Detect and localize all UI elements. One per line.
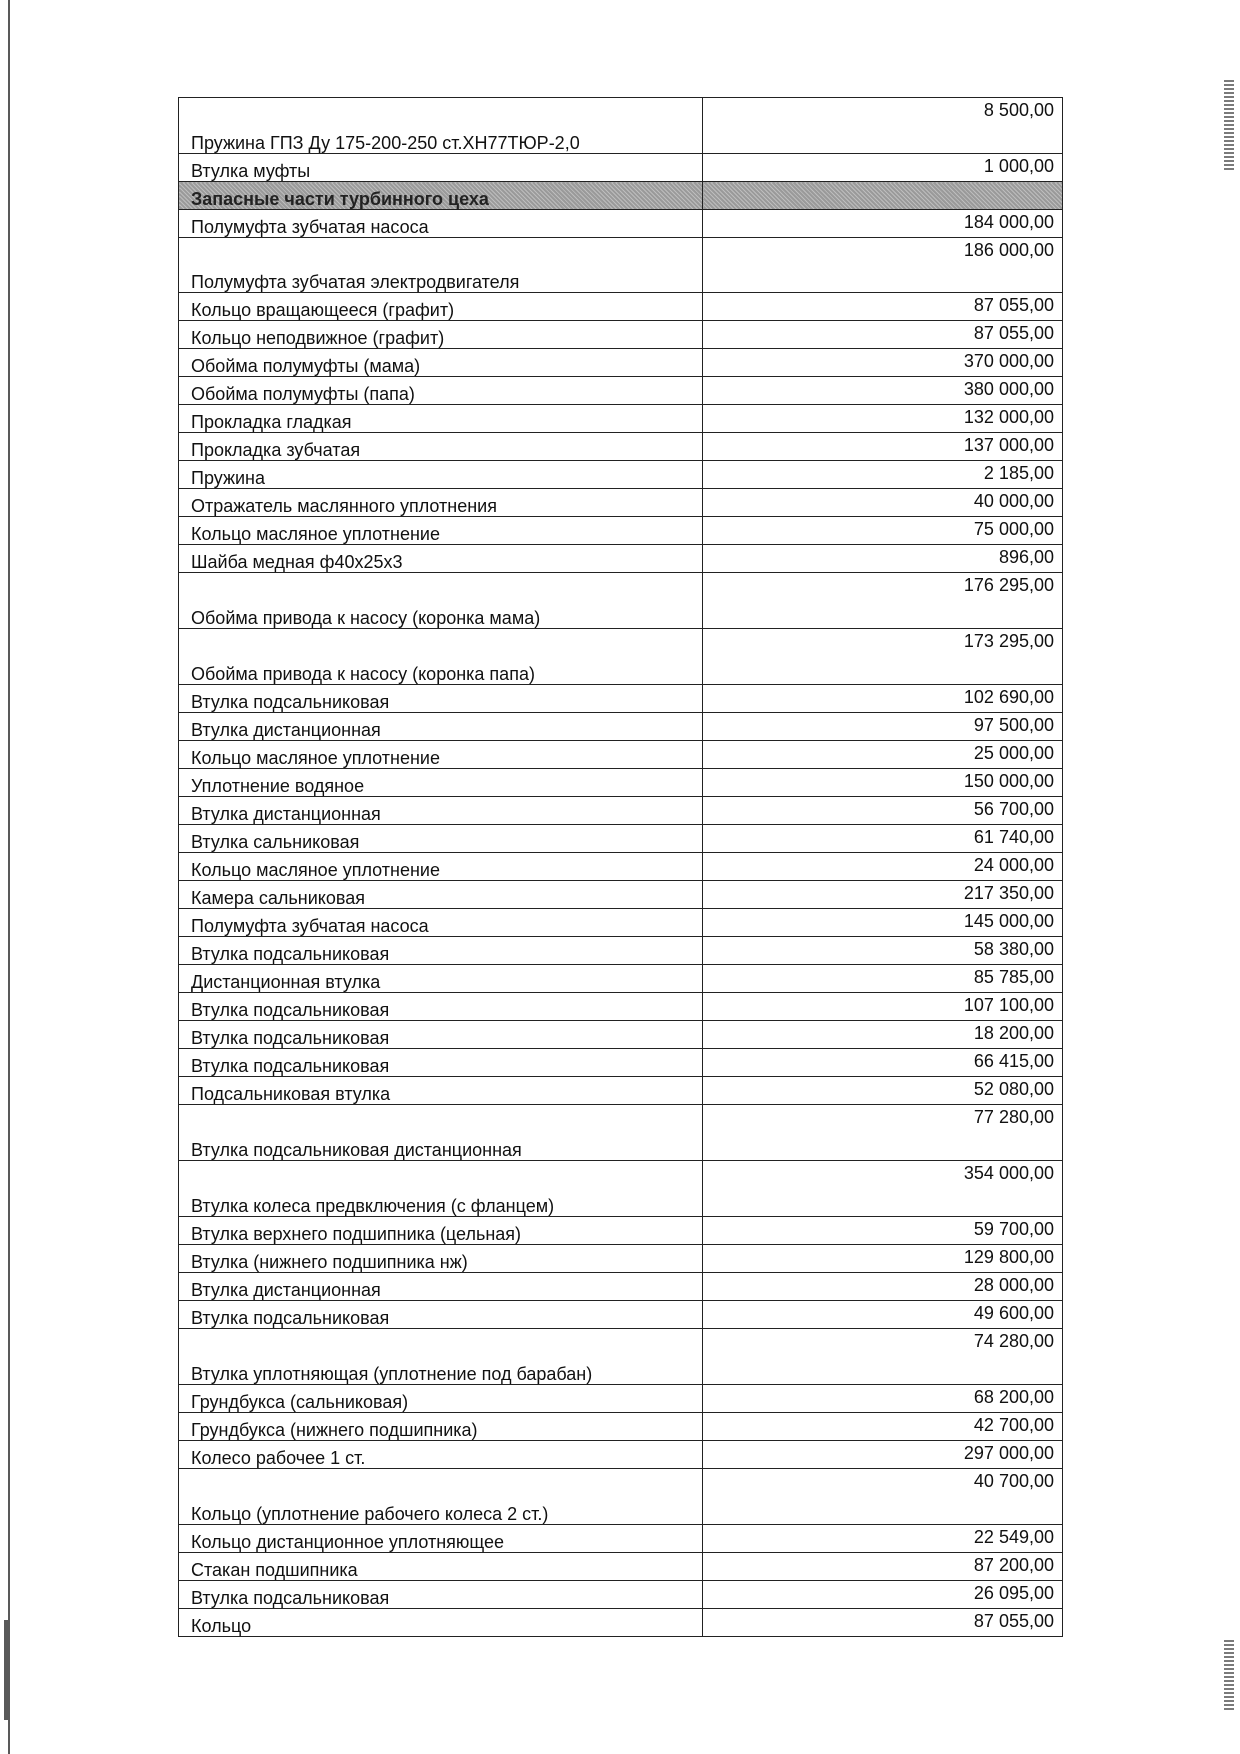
part-price: 150 000,00 <box>703 769 1063 797</box>
part-name: Втулка подсальниковая <box>179 937 703 965</box>
part-price: 132 000,00 <box>703 405 1063 433</box>
part-name: Обойма полумуфты (мама) <box>179 349 703 377</box>
part-name: Прокладка гладкая <box>179 405 703 433</box>
table-row <box>179 993 1063 1021</box>
part-price: 68 200,00 <box>703 1385 1063 1413</box>
table-row <box>179 853 1063 881</box>
part-name: Втулка дистанционная <box>179 797 703 825</box>
part-name: Кольцо масляное уплотнение <box>179 853 703 881</box>
part-name: Кольцо <box>179 1609 703 1637</box>
part-price: 176 295,00 <box>703 573 1063 629</box>
part-price: 75 000,00 <box>703 517 1063 545</box>
part-price: 184 000,00 <box>703 210 1063 238</box>
part-price: 1 000,00 <box>703 154 1063 182</box>
table-row <box>179 685 1063 713</box>
part-name: Пружина <box>179 461 703 489</box>
part-name: Отражатель маслянного уплотнения <box>179 489 703 517</box>
table-row <box>179 1301 1063 1329</box>
part-name: Стакан подшипника <box>179 1553 703 1581</box>
part-price <box>703 182 1063 210</box>
table-row <box>179 1469 1063 1525</box>
table-row <box>179 1609 1063 1637</box>
part-price: 28 000,00 <box>703 1273 1063 1301</box>
table-row <box>179 909 1063 937</box>
part-price: 87 055,00 <box>703 293 1063 321</box>
part-name: Кольцо вращающееся (графит) <box>179 293 703 321</box>
part-price: 77 280,00 <box>703 1105 1063 1161</box>
table-row <box>179 629 1063 685</box>
part-price: 87 055,00 <box>703 321 1063 349</box>
part-name: Обойма полумуфты (папа) <box>179 377 703 405</box>
part-name: Кольцо (уплотнение рабочего колеса 2 ст.) <box>179 1469 703 1525</box>
part-price: 24 000,00 <box>703 853 1063 881</box>
part-name: Колесо рабочее 1 ст. <box>179 1441 703 1469</box>
part-name: Прокладка зубчатая <box>179 433 703 461</box>
scan-edge-mark <box>8 0 11 1754</box>
part-price: 8 500,00 <box>703 98 1063 154</box>
part-name: Шайба медная ф40х25х3 <box>179 545 703 573</box>
part-price: 173 295,00 <box>703 629 1063 685</box>
table-row <box>179 1161 1063 1217</box>
part-name: Втулка дистанционная <box>179 1273 703 1301</box>
part-name: Втулка подсальниковая <box>179 993 703 1021</box>
part-price: 129 800,00 <box>703 1245 1063 1273</box>
part-name: Обойма привода к насосу (коронка папа) <box>179 629 703 685</box>
table-row <box>179 1385 1063 1413</box>
part-name: Втулка сальниковая <box>179 825 703 853</box>
part-name: Втулка подсальниковая <box>179 1049 703 1077</box>
table-row <box>179 349 1063 377</box>
part-name: Камера сальниковая <box>179 881 703 909</box>
table-row <box>179 154 1063 182</box>
table-row <box>179 98 1063 154</box>
part-name: Втулка колеса предвключения (с фланцем) <box>179 1161 703 1217</box>
part-name: Втулка подсальниковая <box>179 1581 703 1609</box>
part-price: 87 200,00 <box>703 1553 1063 1581</box>
part-price: 26 095,00 <box>703 1581 1063 1609</box>
part-price: 896,00 <box>703 545 1063 573</box>
part-price: 297 000,00 <box>703 1441 1063 1469</box>
table-row <box>179 545 1063 573</box>
table-row <box>179 1049 1063 1077</box>
part-price: 137 000,00 <box>703 433 1063 461</box>
table-row <box>179 210 1063 238</box>
part-name: Втулка дистанционная <box>179 713 703 741</box>
table-row <box>179 461 1063 489</box>
table-row <box>179 573 1063 629</box>
part-name: Подсальниковая втулка <box>179 1077 703 1105</box>
table-row <box>179 238 1063 293</box>
spare-parts-table <box>178 97 1063 1637</box>
table-row <box>179 1581 1063 1609</box>
section-header-row <box>179 182 1063 210</box>
part-price: 22 549,00 <box>703 1525 1063 1553</box>
table-row <box>179 1553 1063 1581</box>
table-row <box>179 1245 1063 1273</box>
part-price: 97 500,00 <box>703 713 1063 741</box>
part-price: 2 185,00 <box>703 461 1063 489</box>
part-price: 42 700,00 <box>703 1413 1063 1441</box>
part-price: 85 785,00 <box>703 965 1063 993</box>
table-row <box>179 293 1063 321</box>
part-name: Грундбукса (сальниковая) <box>179 1385 703 1413</box>
part-price: 52 080,00 <box>703 1077 1063 1105</box>
section-title: Запасные части турбинного цеха <box>179 182 703 210</box>
table-row <box>179 1021 1063 1049</box>
table-row <box>179 489 1063 517</box>
part-name: Дистанционная втулка <box>179 965 703 993</box>
part-price: 58 380,00 <box>703 937 1063 965</box>
part-price: 74 280,00 <box>703 1329 1063 1385</box>
table-row <box>179 1525 1063 1553</box>
table-row <box>179 937 1063 965</box>
part-name: Втулка подсальниковая <box>179 1021 703 1049</box>
spare-parts-rows <box>179 98 1063 1637</box>
part-name: Пружина ГПЗ Ду 175-200-250 ст.ХН77ТЮР-2,0 <box>179 98 703 154</box>
part-price: 186 000,00 <box>703 238 1063 293</box>
part-name: Втулка подсальниковая дистанционная <box>179 1105 703 1161</box>
part-name: Втулка (нижнего подшипника нж) <box>179 1245 703 1273</box>
part-price: 380 000,00 <box>703 377 1063 405</box>
table-row <box>179 881 1063 909</box>
part-name: Кольцо неподвижное (графит) <box>179 321 703 349</box>
part-price: 370 000,00 <box>703 349 1063 377</box>
part-name: Полумуфта зубчатая насоса <box>179 909 703 937</box>
table-row <box>179 1077 1063 1105</box>
part-price: 25 000,00 <box>703 741 1063 769</box>
part-price: 354 000,00 <box>703 1161 1063 1217</box>
part-price: 217 350,00 <box>703 881 1063 909</box>
part-name: Уплотнение водяное <box>179 769 703 797</box>
part-name: Кольцо масляное уплотнение <box>179 517 703 545</box>
table-row <box>179 825 1063 853</box>
part-name: Втулка верхнего подшипника (цельная) <box>179 1217 703 1245</box>
part-name: Грундбукса (нижнего подшипника) <box>179 1413 703 1441</box>
part-name: Втулка подсальниковая <box>179 685 703 713</box>
table-row <box>179 1217 1063 1245</box>
table-row <box>179 405 1063 433</box>
table-row <box>179 1105 1063 1161</box>
table-row <box>179 965 1063 993</box>
part-name: Втулка уплотняющая (уплотнение под барабан) <box>179 1329 703 1385</box>
part-price: 18 200,00 <box>703 1021 1063 1049</box>
table-row <box>179 741 1063 769</box>
part-price: 107 100,00 <box>703 993 1063 1021</box>
table-row <box>179 321 1063 349</box>
part-name: Втулка муфты <box>179 154 703 182</box>
table-row <box>179 713 1063 741</box>
table-row <box>179 1441 1063 1469</box>
table-row <box>179 1329 1063 1385</box>
part-name: Кольцо дистанционное уплотняющее <box>179 1525 703 1553</box>
part-price: 49 600,00 <box>703 1301 1063 1329</box>
part-price: 61 740,00 <box>703 825 1063 853</box>
scan-edge-mark <box>4 1620 8 1720</box>
part-price: 40 000,00 <box>703 489 1063 517</box>
part-price: 102 690,00 <box>703 685 1063 713</box>
table-row <box>179 517 1063 545</box>
part-name: Полумуфта зубчатая насоса <box>179 210 703 238</box>
table-row <box>179 1413 1063 1441</box>
part-name: Кольцо масляное уплотнение <box>179 741 703 769</box>
part-name: Полумуфта зубчатая электродвигателя <box>179 238 703 293</box>
part-price: 40 700,00 <box>703 1469 1063 1525</box>
table-row <box>179 433 1063 461</box>
part-name: Втулка подсальниковая <box>179 1301 703 1329</box>
part-price: 66 415,00 <box>703 1049 1063 1077</box>
part-price: 59 700,00 <box>703 1217 1063 1245</box>
table-row <box>179 377 1063 405</box>
table-row <box>179 769 1063 797</box>
part-price: 56 700,00 <box>703 797 1063 825</box>
table-row <box>179 1273 1063 1301</box>
part-name: Обойма привода к насосу (коронка мама) <box>179 573 703 629</box>
part-price: 87 055,00 <box>703 1609 1063 1637</box>
part-price: 145 000,00 <box>703 909 1063 937</box>
table-row <box>179 797 1063 825</box>
scan-edge-mark <box>1224 1640 1234 1710</box>
scan-edge-mark <box>1224 80 1234 170</box>
